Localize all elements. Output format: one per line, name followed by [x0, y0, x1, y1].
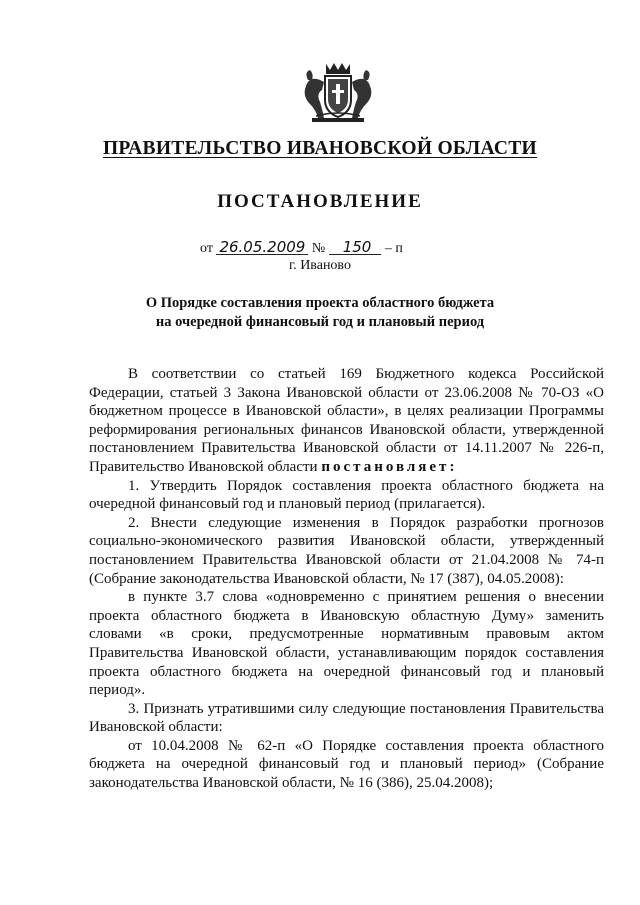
resolves-word: постановляет — [321, 458, 450, 475]
government-title: ПРАВИТЕЛЬСТВО ИВАНОВСКОЙ ОБЛАСТИ — [102, 138, 538, 159]
date-number-line — [200, 240, 460, 257]
intro-paragraph — [89, 365, 604, 477]
item-3-paragraph: 3. Признать утратившими силу следующие постановления Правительства Ивановской области: — [89, 700, 604, 736]
city: г. Иваново — [289, 258, 351, 273]
item-3-detail-paragraph: от 10.04.2008 № 62-п «О Порядке составления проекта областного бюджета на очередной финансовый год и плановый период» (Собрание законодательства Ивановской области, № 16 (386), 25.04.2008); — [89, 737, 604, 792]
document-body — [89, 365, 604, 793]
handwritten-date: 26.05.2009 — [216, 240, 308, 255]
resolves-colon: : — [449, 458, 458, 475]
subject-line-1: О Порядке составления проекта областного бюджета — [145, 295, 495, 311]
subject-line-2: на очередной финансовый год и плановый период — [155, 314, 485, 330]
ivanovo-coat-of-arms-icon — [296, 60, 380, 124]
item-2-detail-paragraph: в пункте 3.7 слова «одновременно с принятием решения о внесении проекта областного бюджета в Ивановскую областную Думу» заменить словами «в сроки, предусмотренные нормативным правовым актом Правительства Ивановской области, устанавливающим порядок составления проекта областного бюджета на очередной финансовый год и плановый период». — [89, 589, 604, 699]
handwritten-number: 150 — [329, 240, 382, 255]
number-suffix: – п — [384, 241, 403, 256]
document-type: ПОСТАНОВЛЕНИЕ — [217, 191, 423, 212]
date-prefix: от — [200, 241, 213, 256]
number-prefix: № — [311, 241, 326, 256]
item-1-paragraph: 1. Утвердить Порядок составления проекта областного бюджета на очередной финансовый год и плановый период (прилагается). — [89, 477, 604, 513]
intro-text: В соответствии со статьей 169 Бюджетного кодекса Российской Федерации, статьей 3 Закона Ивановской области от 23.06.2008 № 70-ОЗ «О бюджетном процессе в Ивановской области», в целях реализации Программы реформирования региональных финансов Ивановской области, утвержденной постановлением Правительства Ивановской области от 14.11.2007 № 226-п, Правительство Ивановской области — [89, 366, 604, 475]
document-subject — [80, 294, 560, 332]
item-2-paragraph: 2. Внести следующие изменения в Порядок разработки прогнозов социально-экономического развития Ивановской области, утвержденный постановлением Правительства Ивановской области от 21.04.2008 № 74-п (Собрание законодательства Ивановской области, № 17 (387), 04.05.2008): — [89, 514, 604, 587]
